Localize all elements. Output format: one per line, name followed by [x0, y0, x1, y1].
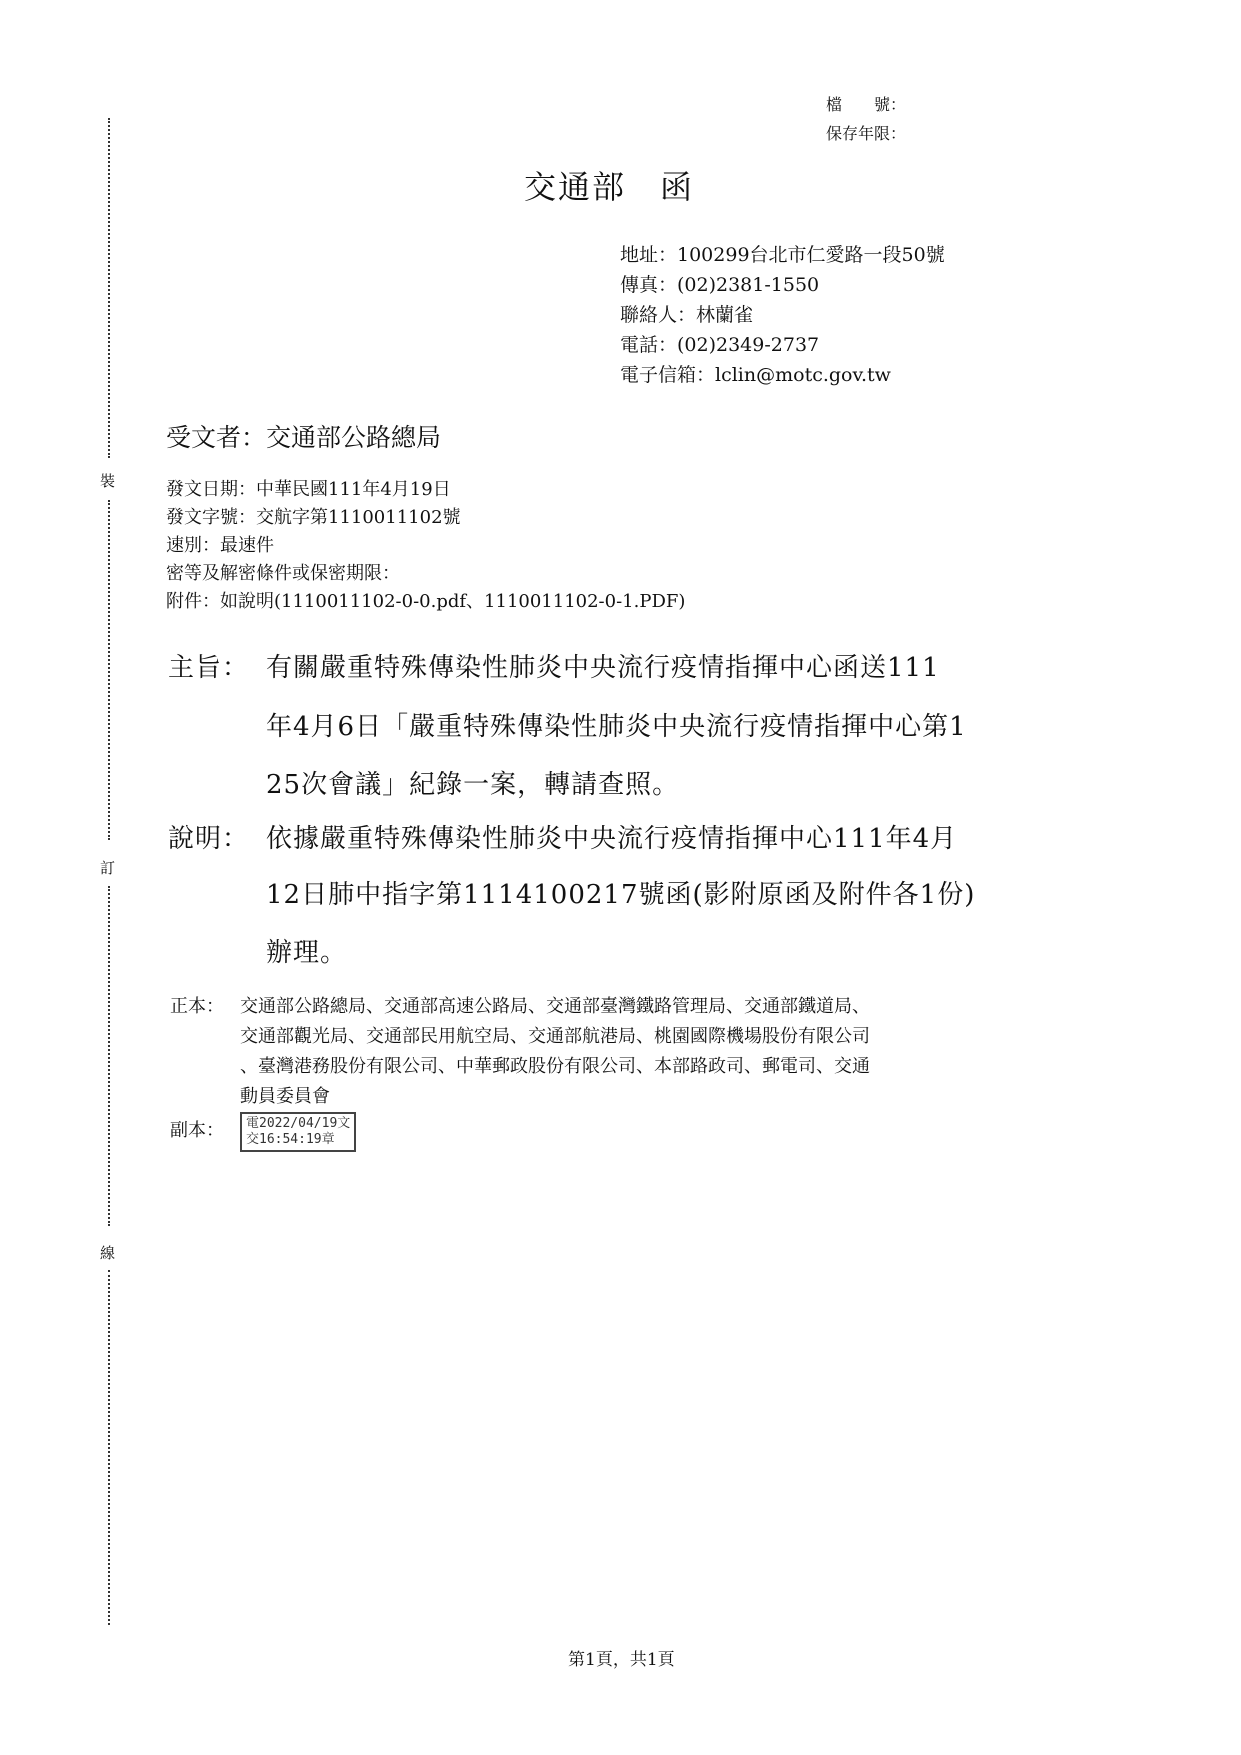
issue-number: 發文字號：交航字第1110011102號 — [166, 507, 461, 528]
explanation-line-3: 辦理。 — [266, 938, 348, 968]
original-recipients-label: 正本： — [170, 996, 224, 1017]
speed-class: 速別：最速件 — [166, 535, 274, 556]
contact-fax: 傳真：(02)2381-1550 — [620, 274, 820, 296]
binding-line-top — [108, 118, 110, 458]
original-recipients-line: 動員委員會 — [240, 1086, 330, 1107]
security-level: 密等及解密條件或保密期限： — [166, 563, 400, 584]
page-number: 第1頁，共1頁 — [568, 1650, 675, 1670]
retention-period-label: 保存年限： — [826, 124, 907, 143]
original-recipients-line: 交通部觀光局、交通部民用航空局、交通部航港局、桃園國際機場股份有限公司 — [240, 1026, 870, 1047]
subject-label: 主旨： — [168, 653, 250, 683]
issue-date: 發文日期：中華民國111年4月19日 — [166, 479, 451, 500]
explanation-line-2: 12日肺中指字第1114100217號函(影附原函及附件各1份) — [266, 880, 976, 910]
binding-mark-top: 裝 — [100, 472, 116, 490]
stamp-date: 電2022/04/19文 — [246, 1116, 351, 1131]
binding-mark-bottom: 線 — [100, 1244, 116, 1262]
file-number-label: 檔 號： — [826, 95, 907, 114]
binding-mark-middle: 訂 — [100, 859, 116, 877]
document-info — [166, 476, 685, 616]
contact-email: 電子信箱：lclin@motc.gov.tw — [620, 364, 891, 386]
subject-line-2: 年4月6日「嚴重特殊傳染性肺炎中央流行疫情指揮中心第1 — [266, 712, 967, 742]
binding-line-bottom — [108, 1270, 110, 1625]
explanation-label: 說明： — [168, 824, 250, 854]
attachment-info: 附件：如說明(1110011102-0-0.pdf、1110011102-0-1.PDF) — [166, 591, 686, 612]
recipient: 受文者：交通部公路總局 — [166, 423, 442, 452]
binding-line-lower — [108, 886, 110, 1226]
binding-line-middle — [108, 500, 110, 840]
copy-recipients-label: 副本： — [170, 1120, 224, 1141]
document-title: 交通部 函 — [524, 168, 695, 206]
original-recipients-line: 交通部公路總局、交通部高速公路局、交通部臺灣鐵路管理局、交通部鐵道局、 — [240, 996, 870, 1017]
subject-line-3: 25次會議」紀錄一案，轉請查照。 — [266, 770, 680, 800]
contact-phone: 電話：(02)2349-2737 — [620, 334, 820, 356]
contact-person: 聯絡人：林蘭雀 — [620, 304, 754, 326]
stamp-time: 交16:54:19章 — [246, 1132, 335, 1147]
original-recipients — [240, 992, 870, 1112]
subject-line-1: 有關嚴重特殊傳染性肺炎中央流行疫情指揮中心函送111 — [266, 653, 940, 683]
contact-block — [620, 240, 945, 390]
original-recipients-line: 、臺灣港務股份有限公司、中華郵政股份有限公司、本部路政司、郵電司、交通 — [240, 1056, 870, 1077]
explanation-line-1: 依據嚴重特殊傳染性肺炎中央流行疫情指揮中心111年4月 — [266, 824, 958, 854]
contact-address: 地址：100299台北市仁愛路一段50號 — [620, 244, 945, 266]
electronic-stamp — [240, 1112, 356, 1152]
